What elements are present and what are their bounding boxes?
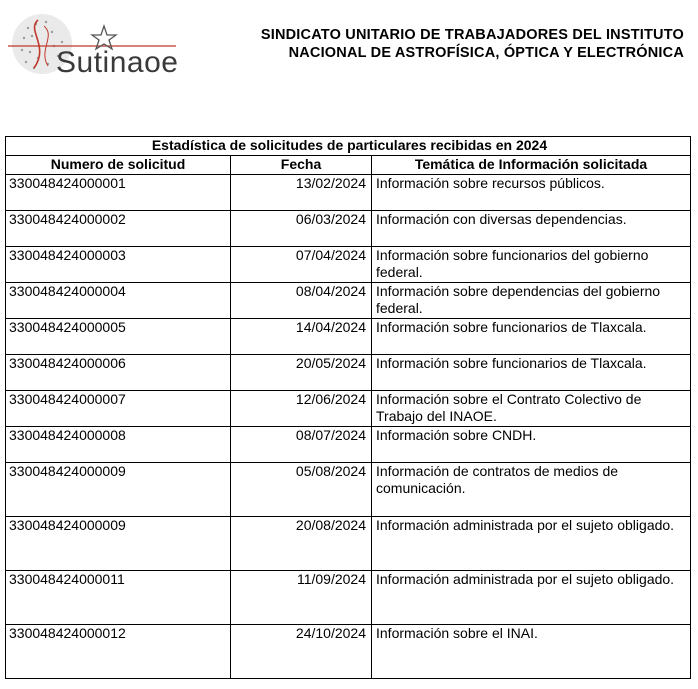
request-number: 330048424000006 (6, 355, 231, 391)
title-line-1: SINDICATO UNITARIO DE TRABAJADORES DEL INSTITUTO (260, 27, 684, 43)
request-number: 330048424000002 (6, 211, 231, 247)
logo-wordmark: Sutinaoe (56, 46, 179, 79)
request-topic: Información sobre funcionarios del gobierno federal. (372, 247, 691, 283)
request-topic: Información sobre dependencias del gobierno federal. (372, 283, 691, 319)
request-number: 330048424000004 (6, 283, 231, 319)
column-header-topic: Temática de Información solicitada (372, 156, 691, 175)
request-date: 05/08/2024 (231, 463, 372, 517)
table-row (6, 319, 691, 355)
column-header-number: Numero de solicitud (6, 156, 231, 175)
request-topic: Información sobre recursos públicos. (372, 175, 691, 211)
request-topic: Información sobre el Contrato Colectivo de Trabajo del INAOE. (372, 391, 691, 427)
request-number: 330048424000001 (6, 175, 231, 211)
request-date: 08/07/2024 (231, 427, 372, 463)
table-row (6, 571, 691, 625)
request-date: 06/03/2024 (231, 211, 372, 247)
request-date: 14/04/2024 (231, 319, 372, 355)
page-title (261, 26, 684, 62)
request-topic: Información con diversas dependencias. (372, 211, 691, 247)
request-topic: Información sobre CNDH. (372, 427, 691, 463)
request-date: 07/04/2024 (231, 247, 372, 283)
table-row (6, 211, 691, 247)
request-topic: Información sobre funcionarios de Tlaxcala. (372, 355, 691, 391)
request-number: 330048424000009 (6, 517, 231, 571)
request-number: 330048424000003 (6, 247, 231, 283)
request-date: 08/04/2024 (231, 283, 372, 319)
request-number: 330048424000005 (6, 319, 231, 355)
table-row (6, 175, 691, 211)
request-date: 11/09/2024 (231, 571, 372, 625)
column-header-date: Fecha (231, 156, 372, 175)
table-row (6, 283, 691, 319)
request-number: 330048424000011 (6, 571, 231, 625)
request-topic: Información de contratos de medios de comunicación. (372, 463, 691, 517)
table-row (6, 463, 691, 517)
request-topic: Información sobre el INAI. (372, 625, 691, 679)
title-line-2: NACIONAL DE ASTROFÍSICA, ÓPTICA Y ELECTRÓNICA (288, 45, 684, 61)
request-number: 330048424000007 (6, 391, 231, 427)
request-number: 330048424000012 (6, 625, 231, 679)
table-row (6, 427, 691, 463)
table-row (6, 517, 691, 571)
request-date: 20/05/2024 (231, 355, 372, 391)
requests-table (5, 136, 691, 679)
table-row (6, 625, 691, 679)
request-date: 20/08/2024 (231, 517, 372, 571)
request-number: 330048424000008 (6, 427, 231, 463)
request-date: 24/10/2024 (231, 625, 372, 679)
table-caption: Estadística de solicitudes de particulares recibidas en 2024 (6, 137, 691, 156)
table-row (6, 355, 691, 391)
request-topic: Información administrada por el sujeto obligado. (372, 571, 691, 625)
request-date: 13/02/2024 (231, 175, 372, 211)
request-topic: Información sobre funcionarios de Tlaxcala. (372, 319, 691, 355)
request-date: 12/06/2024 (231, 391, 372, 427)
table-row (6, 247, 691, 283)
request-topic: Información administrada por el sujeto obligado. (372, 517, 691, 571)
sutinaoe-logo (8, 6, 180, 90)
request-number: 330048424000009 (6, 463, 231, 517)
table-row (6, 391, 691, 427)
